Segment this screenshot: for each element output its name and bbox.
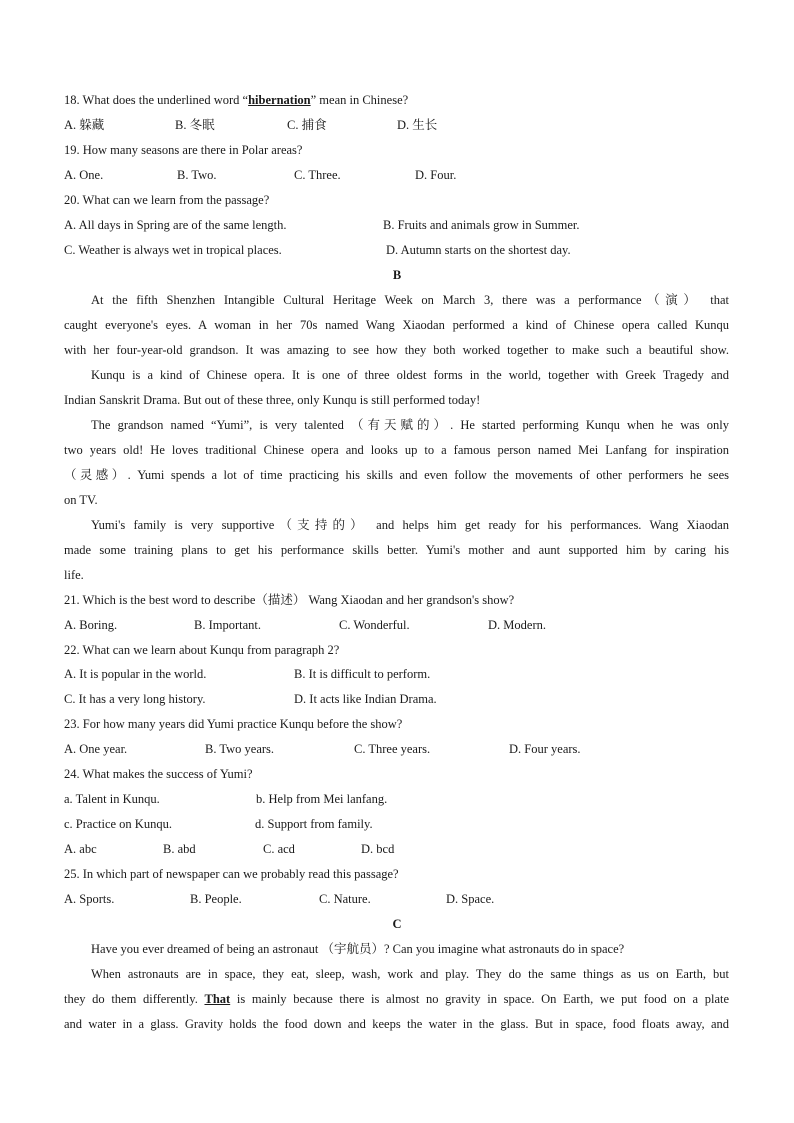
- q22-option-b: B. It is difficult to perform.: [294, 667, 431, 681]
- q25-option-d: D. Space.: [446, 892, 495, 906]
- underlined-word-hibernation: hibernation: [248, 93, 311, 107]
- passage-b-line: Indian Sanskrit Drama. But out of these three, only Kunqu is still performed today!: [64, 393, 481, 407]
- passage-b-line: two years old! He loves traditional Chinese opera and looks up to a famous person named Mei Lanfang for inspiration: [64, 443, 729, 457]
- q21-option-c: C. Wonderful.: [339, 618, 410, 632]
- q23-option-c: C. Three years.: [354, 742, 431, 756]
- question-19-stem: 19. How many seasons are there in Polar areas?: [64, 143, 303, 157]
- passage-b-line: （灵感）. Yumi spends a lot of time practicing his skills and even follow the movements of other performers he sees: [64, 468, 729, 482]
- q19-option-d: D. Four.: [415, 168, 457, 182]
- q20-option-d: D. Autumn starts on the shortest day.: [386, 243, 571, 257]
- q19-option-b: B. Two.: [177, 168, 217, 182]
- q24-item-b: b. Help from Mei lanfang.: [256, 792, 388, 806]
- q18-option-a: A. 躲藏: [64, 118, 105, 132]
- q25-option-b: B. People.: [190, 892, 242, 906]
- passage-b-line: At the fifth Shenzhen Intangible Cultural Heritage Week on March 3, there was a performance（演） that: [91, 293, 729, 307]
- q18-option-d: D. 生长: [397, 118, 438, 132]
- passage-b-line: on TV.: [64, 493, 98, 507]
- passage-b-line: life.: [64, 568, 84, 582]
- passage-c-line3-post: is mainly because there is almost no gravity in space. On Earth, we put food on a plate: [230, 992, 730, 1006]
- q24-option-b: B. abd: [163, 842, 196, 856]
- q24-option-d: D. bcd: [361, 842, 395, 856]
- passage-c-line: and water in a glass. Gravity holds the food down and keeps the water in the glass. But in space, food floats away, and: [64, 1017, 729, 1031]
- q20-option-c: C. Weather is always wet in tropical places.: [64, 243, 282, 257]
- q24-option-c: C. acd: [263, 842, 295, 856]
- passage-b-line: Yumi's family is very supportive（支持的） and helps him get ready for his performances. Wang Xiaodan: [91, 518, 729, 532]
- passage-c-line: [64, 991, 729, 1007]
- passage-b-line: Kunqu is a kind of Chinese opera. It is one of three oldest forms in the world, together with Greek Tragedy and: [91, 368, 729, 382]
- passage-b-line: The grandson named “Yumi”, is very talented （有天赋的）. He started performing Kunqu when he was only: [91, 418, 729, 432]
- question-18-stem: [64, 92, 408, 108]
- q18-suffix: ” mean in Chinese?: [310, 93, 409, 107]
- q23-option-b: B. Two years.: [205, 742, 275, 756]
- q24-item-a: a. Talent in Kunqu.: [64, 792, 160, 806]
- q24-item-c: c. Practice on Kunqu.: [64, 817, 172, 831]
- q21-option-a: A. Boring.: [64, 618, 118, 632]
- underlined-word-that: That: [204, 992, 231, 1006]
- q23-option-d: D. Four years.: [509, 742, 581, 756]
- q20-option-b: B. Fruits and animals grow in Summer.: [383, 218, 580, 232]
- q22-option-a: A. It is popular in the world.: [64, 667, 207, 681]
- q25-option-a: A. Sports.: [64, 892, 115, 906]
- question-22-stem: 22. What can we learn about Kunqu from paragraph 2?: [64, 643, 340, 657]
- q18-option-b: B. 冬眠: [175, 118, 215, 132]
- question-21-stem: 21. Which is the best word to describe（描述） Wang Xiaodan and her grandson's show?: [64, 593, 515, 607]
- section-b-heading: B: [392, 268, 402, 282]
- q22-option-d: D. It acts like Indian Drama.: [294, 692, 437, 706]
- passage-b-line: made some training plans to get his performance skills better. Yumi's mother and aunt supported him by caring his: [64, 543, 729, 557]
- question-25-stem: 25. In which part of newspaper can we probably read this passage?: [64, 867, 399, 881]
- question-24-stem: 24. What makes the success of Yumi?: [64, 767, 253, 781]
- passage-c-line: Have you ever dreamed of being an astronaut （宇航员）? Can you imagine what astronauts do in space?: [91, 942, 625, 956]
- q19-option-a: A. One.: [64, 168, 104, 182]
- question-20-stem: 20. What can we learn from the passage?: [64, 193, 270, 207]
- q23-option-a: A. One year.: [64, 742, 128, 756]
- q25-option-c: C. Nature.: [319, 892, 371, 906]
- passage-b-line: caught everyone's eyes. A woman in her 70s named Wang Xiaodan performed a kind of Chinese opera called Kunqu: [64, 318, 729, 332]
- q22-option-c: C. It has a very long history.: [64, 692, 206, 706]
- q21-option-d: D. Modern.: [488, 618, 546, 632]
- passage-b-line: with her four-year-old grandson. It was amazing to see how they both worked together to make such a beautiful show.: [64, 343, 729, 357]
- q24-option-a: A. abc: [64, 842, 97, 856]
- q19-option-c: C. Three.: [294, 168, 341, 182]
- passage-c-line: When astronauts are in space, they eat, sleep, wash, work and play. They do the same things as us on Earth, but: [91, 967, 729, 981]
- q18-prefix: 18. What does the underlined word “: [64, 93, 249, 107]
- q18-option-c: C. 捕食: [287, 118, 327, 132]
- question-23-stem: 23. For how many years did Yumi practice Kunqu before the show?: [64, 717, 403, 731]
- q24-item-d: d. Support from family.: [255, 817, 373, 831]
- q21-option-b: B. Important.: [194, 618, 262, 632]
- q20-option-a: A. All days in Spring are of the same length.: [64, 218, 287, 232]
- section-c-heading: C: [392, 917, 402, 931]
- passage-c-line3-pre: they do them differently.: [64, 992, 205, 1006]
